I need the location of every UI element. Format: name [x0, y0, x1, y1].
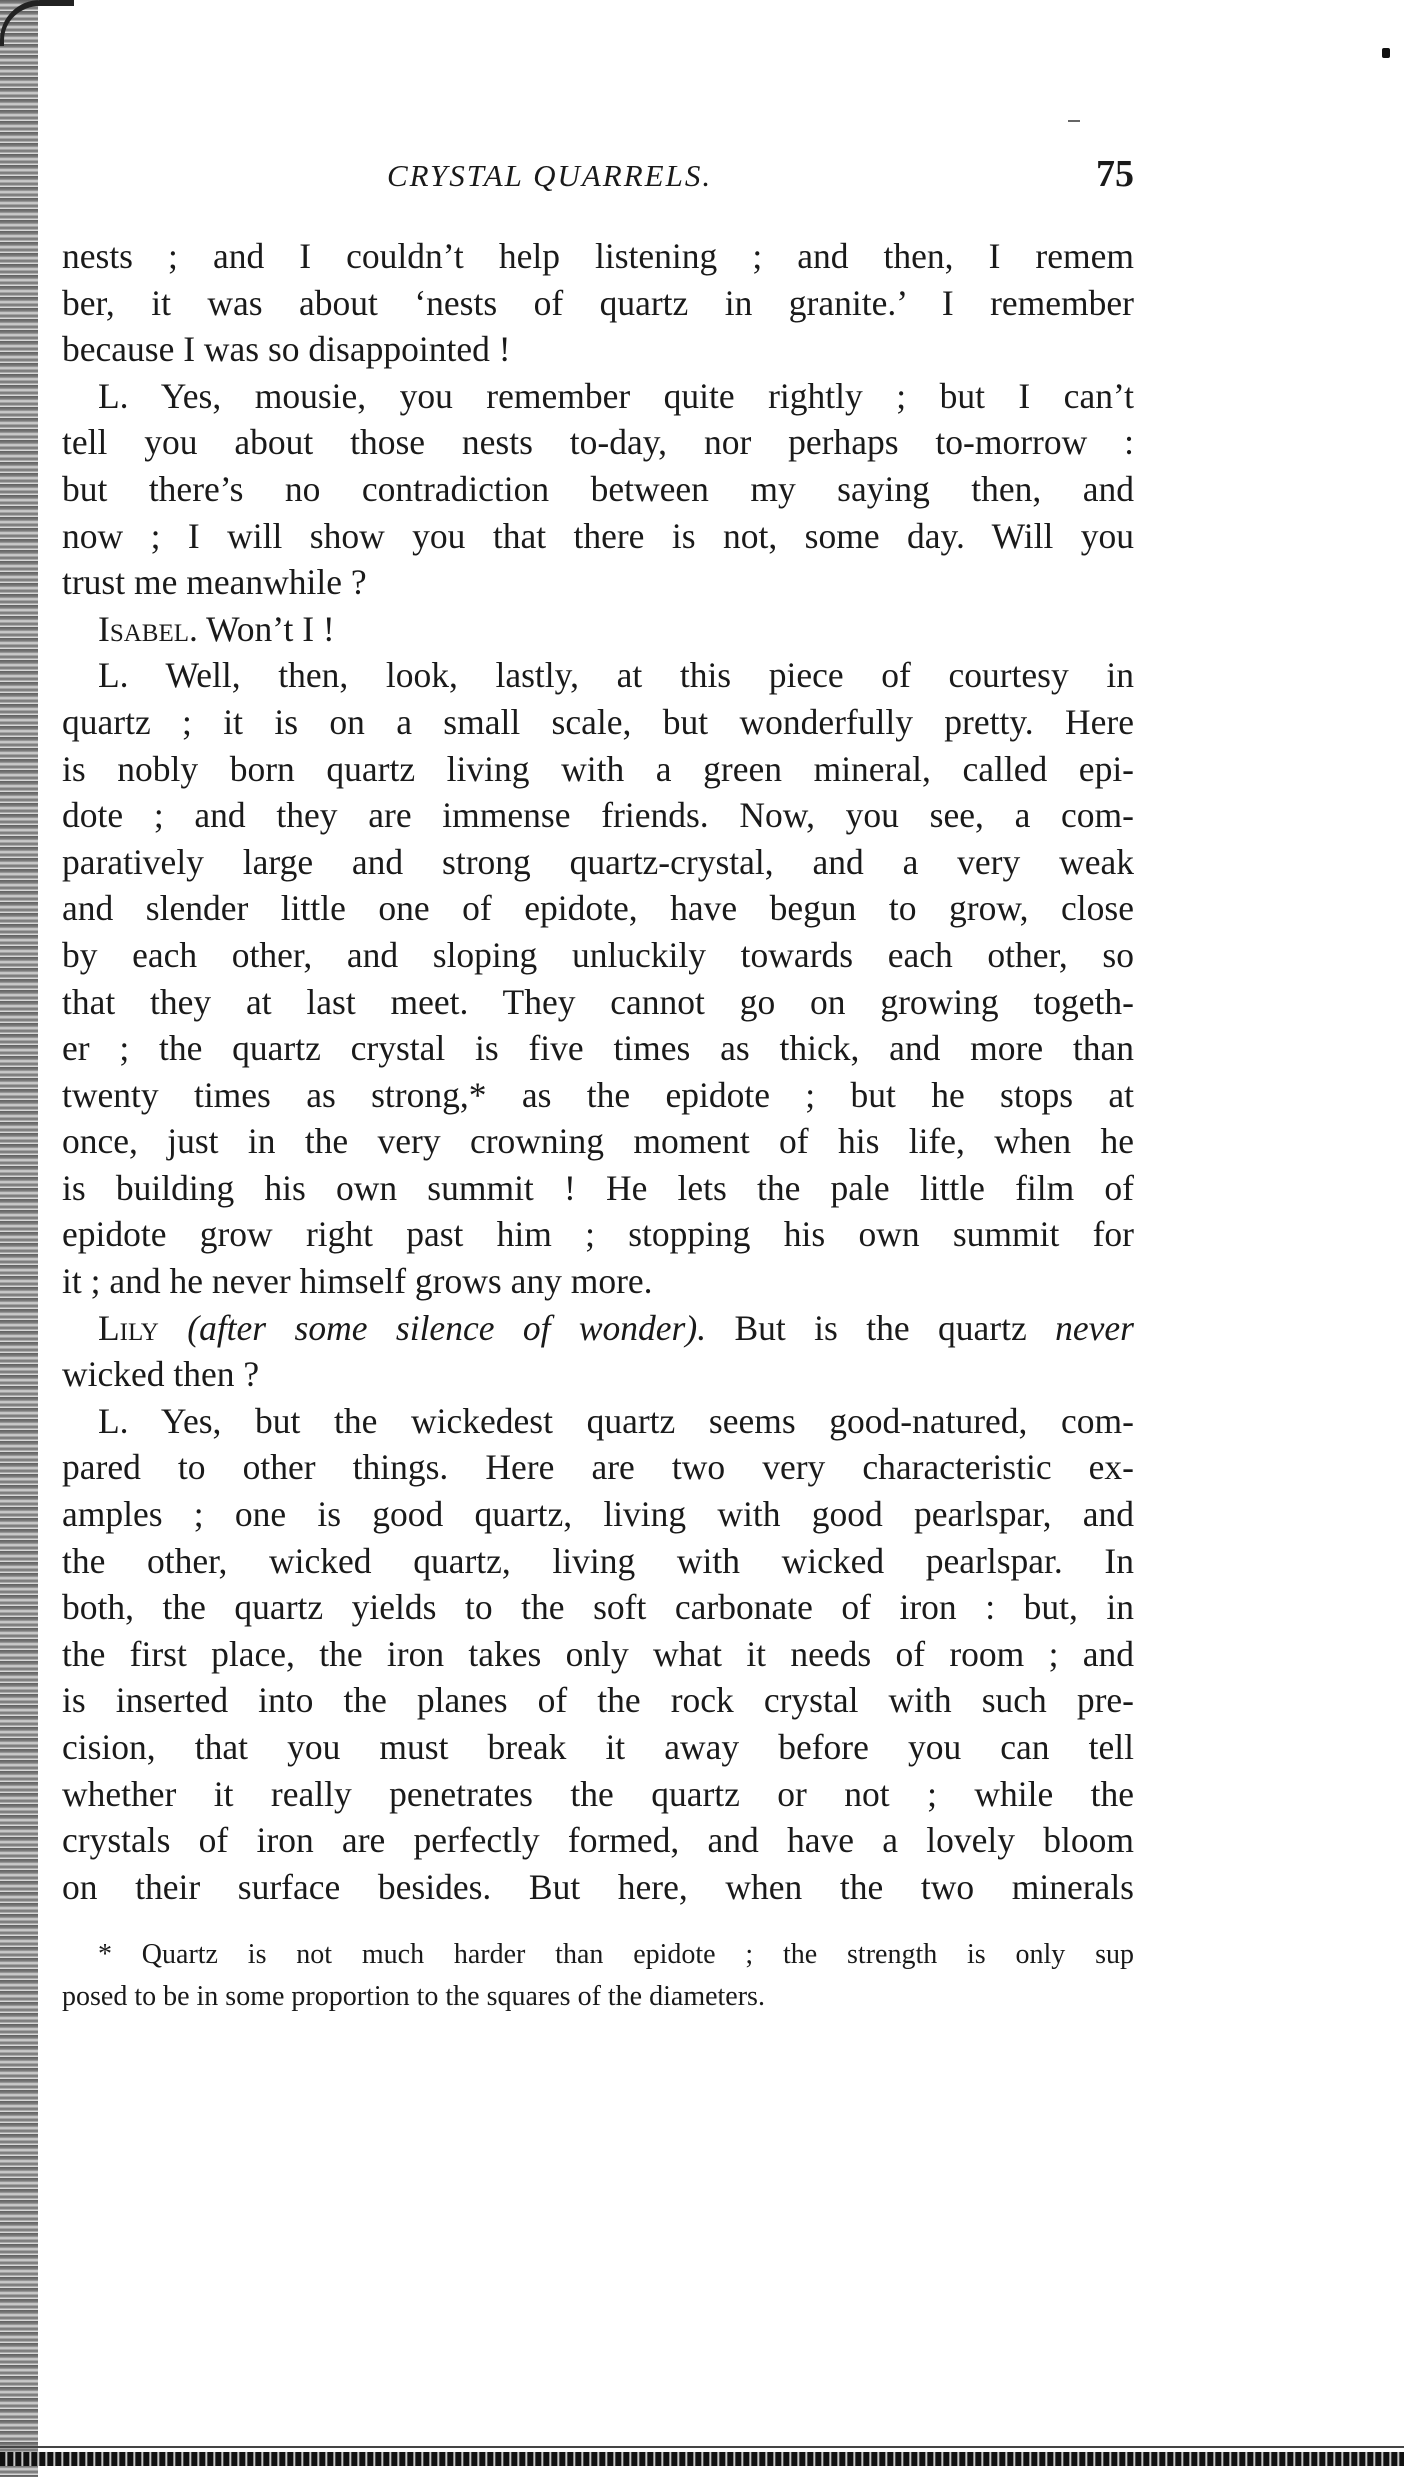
- print-tick: [1068, 120, 1080, 122]
- text-line: and slender little one of epidote, have begun to grow, close: [62, 888, 1134, 929]
- body-text: [62, 233, 1134, 1910]
- text-line: because I was so disappointed !: [62, 329, 511, 370]
- text-line: L. Yes, but the wickedest quartz seems good-natured, com-: [98, 1400, 1134, 1441]
- speaker-name: Lily: [98, 1307, 159, 1348]
- text-line: amples ; one is good quartz, living with good pearlspar, and: [62, 1494, 1134, 1535]
- scan-mark: [1382, 48, 1390, 58]
- bottom-edge-line: [0, 2446, 1404, 2448]
- text-line: is inserted into the planes of the rock crystal with such pre-: [62, 1680, 1134, 1721]
- text-line: crystals of iron are perfectly formed, and have a lovely bloom: [62, 1820, 1134, 1861]
- text-line: once, just in the very crowning moment of his life, when he: [62, 1121, 1134, 1162]
- speech: Won’t I !: [206, 608, 335, 649]
- text-line: the first place, the iron takes only what it needs of room ; and: [62, 1633, 1134, 1674]
- text-line: quartz ; it is on a small scale, but wonderfully pretty. Here: [62, 701, 1134, 742]
- text-line: epidote grow right past him ; stopping his own summit for: [62, 1214, 1134, 1255]
- text-line: cision, that you must break it away before you can tell: [62, 1727, 1134, 1767]
- text-line: now ; I will show you that there is not, some day. Will you: [62, 515, 1134, 556]
- text-line: trust me meanwhile ?: [62, 562, 367, 603]
- footnote-line: posed to be in some proportion to the squares of the diameters.: [62, 1981, 765, 2012]
- text-line: ber, it was about ‘nests of quartz in granite.’ I remember: [62, 282, 1134, 323]
- text-line: the other, wicked quartz, living with wicked pearlspar. In: [62, 1540, 1134, 1581]
- running-title: CRYSTAL QUARRELS.: [387, 158, 713, 193]
- text-line: [62, 1305, 1134, 1352]
- text-line: nests ; and I couldn’t help listening ; and then, I remem: [62, 236, 1134, 276]
- stage-direction: (after some silence of wonder).: [187, 1307, 707, 1348]
- text-line: but there’s no contradiction between my saying then, and: [62, 468, 1134, 509]
- text-line: is building his own summit ! He lets the pale little film of: [62, 1167, 1134, 1208]
- footnote-line: * Quartz is not much harder than epidote ; the strength is only sup: [98, 1939, 1134, 1970]
- bottom-edge-pattern: [0, 2452, 1404, 2466]
- text-line: wicked then ?: [62, 1354, 260, 1395]
- text-line: twenty times as strong,* as the epidote ; but he stops at: [62, 1074, 1134, 1115]
- text-line: it ; and he never himself grows any more.: [62, 1261, 653, 1302]
- text-line: is nobly born quartz living with a green mineral, called epi-: [62, 748, 1134, 789]
- text-line: paratively large and strong quartz-crystal, and a very weak: [62, 841, 1134, 882]
- page-number: 75: [1096, 153, 1134, 195]
- text-line: that they at last meet. They cannot go on growing togeth-: [62, 981, 1134, 1022]
- text-line: on their surface besides. But here, when the two minerals: [62, 1866, 1134, 1907]
- text-line: [62, 606, 1134, 653]
- footnote: [62, 1934, 1134, 2018]
- text-line: L. Yes, mousie, you remember quite rightly ; but I can’t: [98, 375, 1134, 416]
- text-line: er ; the quartz crystal is five times as thick, and more than: [62, 1028, 1134, 1069]
- speaker-name: Isabel.: [98, 608, 198, 649]
- text-line: tell you about those nests to-day, nor perhaps to-morrow :: [62, 422, 1134, 463]
- emphasis: never: [1055, 1307, 1134, 1348]
- speech: But is the quartz: [734, 1307, 1027, 1348]
- text-line: both, the quartz yields to the soft carbonate of iron : but, in: [62, 1587, 1134, 1628]
- text-line: whether it really penetrates the quartz or not ; while the: [62, 1773, 1134, 1814]
- binding-edge: [0, 0, 38, 2477]
- text-line: dote ; and they are immense friends. Now, you see, a com-: [62, 795, 1134, 836]
- text-line: by each other, and sloping unluckily towards each other, so: [62, 934, 1134, 975]
- text-line: L. Well, then, look, lastly, at this piece of courtesy in: [98, 655, 1134, 696]
- page-header: [62, 153, 1134, 202]
- text-line: pared to other things. Here are two very characteristic ex-: [62, 1447, 1134, 1488]
